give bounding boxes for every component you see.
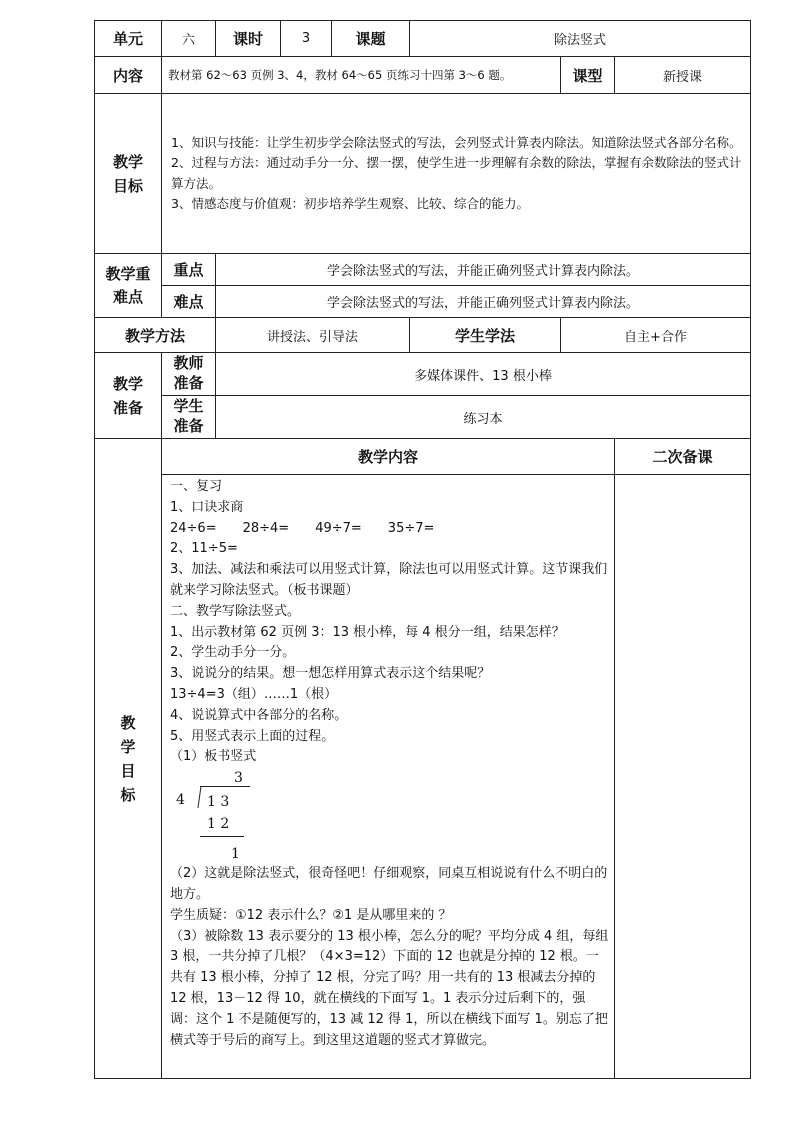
remainder: 1 <box>231 846 240 863</box>
student-methods-value: 自主+合作 <box>561 318 751 353</box>
difficult-value: 学会除法竖式的写法，并能正确列竖式计算表内除法。 <box>216 286 751 318</box>
content-line: 一、复习 <box>170 479 223 494</box>
notes-area <box>615 475 751 1079</box>
lesson-plan-table <box>94 20 751 1079</box>
quotient: 3 <box>234 770 243 787</box>
goals-list <box>162 94 751 254</box>
period-label: 课时 <box>216 21 281 57</box>
lesson-type-label: 课型 <box>561 57 615 94</box>
teacher-prep-value: 多媒体课件、13 根小棒 <box>216 353 751 396</box>
product: 1 2 <box>207 816 230 833</box>
content-line: 4、说说算式中各部分的名称。 <box>170 707 348 723</box>
dividend: 1 3 <box>207 794 230 811</box>
topic-value: 除法竖式 <box>410 21 751 57</box>
content-label: 内容 <box>95 57 162 94</box>
methods-value: 讲授法、引导法 <box>216 318 410 353</box>
key-value: 学会除法竖式的写法，并能正确列竖式计算表内除法。 <box>216 254 751 286</box>
difficult-label: 难点 <box>162 286 216 318</box>
methods-label: 教学方法 <box>95 318 216 353</box>
content-line: 学生质疑：①12 表示什么？②1 是从哪里来的 ？ <box>170 907 452 923</box>
key-points-label: 教学重难点 <box>95 254 162 318</box>
content-lines <box>170 477 610 768</box>
content-line: 13÷4=3（组）……1（根） <box>170 686 338 702</box>
content-line: （3）被除数 13 表示要分的 13 根小棒，怎么分的呢？平均分成 4 组，每组 3 根，一共分掉了几根？（4×3=12）下面的 12 也就是分掉的 12 根。一共有 13 根小棒，分掉了 12 根，分完了吗？用一共有的 13 根减去分掉的 12 根，13－12 得 10，就在横线的下面写 1。1 表示分过后剩下的，强调：这个 1 不是随便写的，13 减 12 得 1，所以在横线下面写 1。别忘了把横式等于号后的商写上。到这里这道题的竖式才算做完。 <box>170 928 609 1048</box>
content-line: 3、加法、减法和乘法可以用竖式计算，除法也可以用竖式计算。这节课我们就来学习除法竖式。（板书课题） <box>170 562 608 598</box>
topic-label: 课题 <box>332 21 410 57</box>
content-line: （2）这就是除法竖式，很奇怪吧！仔细观察，同桌互相说说有什么不明白的地方。 <box>170 866 608 902</box>
lesson-content <box>162 475 615 1079</box>
long-division <box>170 768 290 864</box>
teacher-prep-label: 教师准备 <box>162 353 216 396</box>
lesson-type-value: 新授课 <box>615 57 751 94</box>
unit-label: 单元 <box>95 21 162 57</box>
divisor: 4 <box>176 792 185 809</box>
content-value: 教材第 62～63 页例 3、4，教材 64～65 页练习十四第 3～6 题。 <box>162 57 561 94</box>
prep-label: 教学准备 <box>95 353 162 439</box>
content-line: 5、用竖式表示上面的过程。 <box>170 728 335 744</box>
content-header: 教学内容 <box>162 439 615 475</box>
goal-item: 2、过程与方法：通过动手分一分、摆一摆，使学生进一步理解有余数的除法，掌握有余数除法的竖式计算方法。 <box>171 155 742 191</box>
student-prep-label: 学生准备 <box>162 396 216 439</box>
content-lines <box>170 864 610 1051</box>
content-line: 1、出示教材第 62 页例 3：13 根小棒，每 4 根分一组，结果怎样？ <box>170 624 565 640</box>
main-side-label: 教学目标 <box>95 439 162 1079</box>
content-line: （1）板书竖式 <box>170 749 257 765</box>
content-line: 1、口诀求商 <box>170 499 244 515</box>
division-bar <box>200 786 250 787</box>
content-line: 2、学生动手分一分。 <box>170 645 296 661</box>
content-line: 2、11÷5= <box>170 541 238 557</box>
student-prep-value: 练习本 <box>216 396 751 439</box>
division-bracket <box>197 786 201 808</box>
student-methods-label: 学生学法 <box>410 318 561 353</box>
unit-value: 六 <box>162 21 216 57</box>
period-value: 3 <box>281 21 332 57</box>
goal-item: 3、情感态度与价值观：初步培养学生观察、比较、综合的能力。 <box>171 196 529 211</box>
subtraction-line <box>200 836 244 837</box>
content-line: 24÷6= 28÷4= 49÷7= 35÷7= <box>170 520 435 536</box>
goal-item: 1、知识与技能：让学生初步学会除法竖式的写法，会列竖式计算表内除法。知道除法竖式各部分名称。 <box>171 134 742 150</box>
notes-header: 二次备课 <box>615 439 751 475</box>
content-line: 二、教学写除法竖式。 <box>170 603 301 619</box>
content-line: 3、说说分的结果。想一想怎样用算式表示这个结果呢？ <box>170 666 491 682</box>
key-label: 重点 <box>162 254 216 286</box>
goals-label: 教学目标 <box>95 94 162 254</box>
